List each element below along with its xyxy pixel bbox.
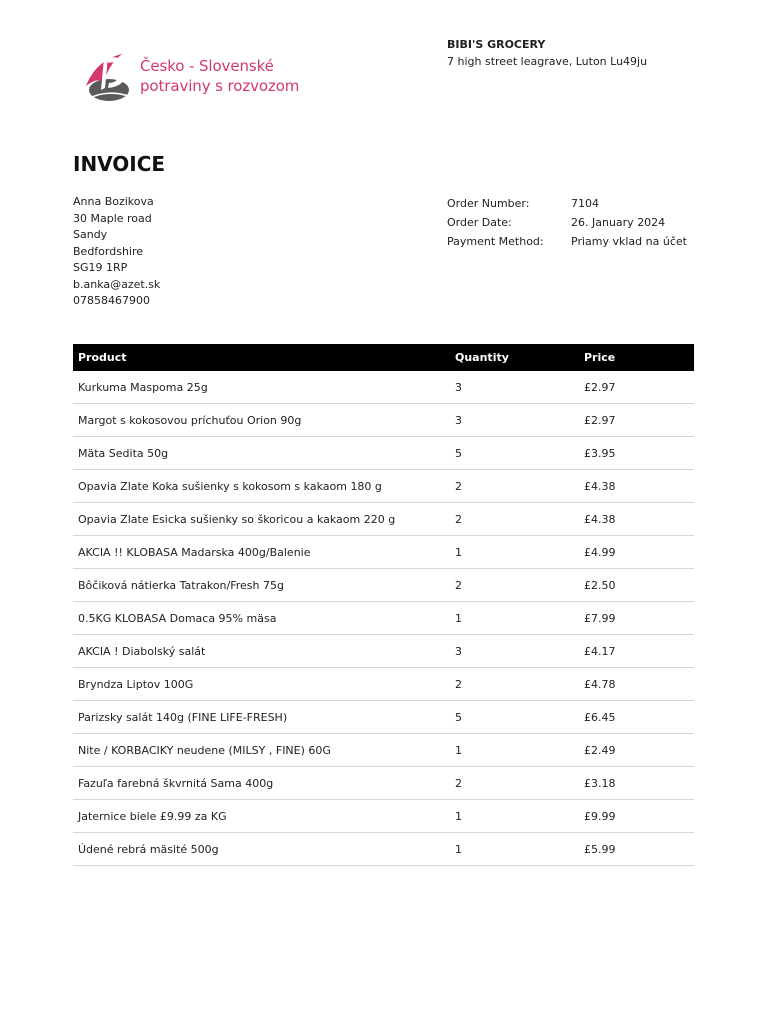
items-table-body	[73, 371, 694, 866]
header-price: Price	[579, 344, 694, 371]
table-header-row	[73, 344, 694, 371]
customer-phone: 07858467900	[73, 294, 150, 307]
store-address: 7 high street leagrave, Luton Lu49ju	[447, 55, 648, 68]
cell-product: Údené rebrá mäsité 500g	[73, 833, 450, 866]
store-name: BIBI'S GROCERY	[447, 38, 546, 51]
cell-price: £7.99	[579, 602, 694, 635]
cell-quantity: 5	[450, 437, 579, 470]
table-row	[73, 437, 694, 470]
cell-quantity: 2	[450, 470, 579, 503]
cell-product: Margot s kokosovou príchuťou Orion 90g	[73, 404, 450, 437]
items-table	[73, 344, 694, 866]
cell-price: £3.18	[579, 767, 694, 800]
cell-price: £4.38	[579, 503, 694, 536]
table-row	[73, 602, 694, 635]
order-number-value: 7104	[571, 197, 599, 210]
brand-line-1: Česko - Slovenské	[140, 57, 274, 75]
cell-product: Parizsky salát 140g (FINE LIFE-FRESH)	[73, 701, 450, 734]
cell-price: £2.97	[579, 404, 694, 437]
table-row	[73, 470, 694, 503]
logo-mark-icon	[82, 48, 132, 104]
payment-method-row	[447, 232, 687, 251]
table-row	[73, 404, 694, 437]
cell-price: £6.45	[579, 701, 694, 734]
cell-price: £4.78	[579, 668, 694, 701]
cell-quantity: 2	[450, 668, 579, 701]
cell-price: £2.49	[579, 734, 694, 767]
cell-quantity: 2	[450, 569, 579, 602]
cell-product: Kurkuma Maspoma 25g	[73, 371, 450, 404]
customer-county: Bedfordshire	[73, 244, 144, 258]
cell-product: Nite / KORBACIKY neudene (MILSY , FINE) 60G	[73, 734, 450, 767]
table-row	[73, 569, 694, 602]
table-row	[73, 536, 694, 569]
customer-postcode: SG19 1RP	[73, 261, 128, 274]
cell-quantity: 2	[450, 503, 579, 536]
header-quantity: Quantity	[450, 344, 579, 371]
header-product: Product	[73, 344, 450, 371]
cell-product: Bryndza Liptov 100G	[73, 668, 450, 701]
cell-price: £4.38	[579, 470, 694, 503]
cell-quantity: 3	[450, 371, 579, 404]
order-date-label: Order Date:	[447, 216, 512, 229]
cell-product: Bôčiková nátierka Tatrakon/Fresh 75g	[73, 569, 450, 602]
table-row	[73, 701, 694, 734]
cell-quantity: 1	[450, 734, 579, 767]
cell-price: £9.99	[579, 800, 694, 833]
brand-wordmark	[140, 56, 299, 96]
cell-price: £4.99	[579, 536, 694, 569]
cell-product: 0.5KG KLOBASA Domaca 95% mäsa	[73, 602, 450, 635]
cell-product: Fazuľa farebná škvrnitá Sama 400g	[73, 767, 450, 800]
cell-product: Opavia Zlate Koka sušienky s kokosom s kakaom 180 g	[73, 470, 450, 503]
table-row	[73, 668, 694, 701]
table-row	[73, 767, 694, 800]
cell-price: £2.97	[579, 371, 694, 404]
cell-quantity: 1	[450, 833, 579, 866]
table-row	[73, 833, 694, 866]
cell-quantity: 5	[450, 701, 579, 734]
customer-name: Anna Bozikova	[73, 195, 154, 208]
cell-price: £5.99	[579, 833, 694, 866]
table-row	[73, 503, 694, 536]
order-number-label: Order Number:	[447, 197, 530, 210]
table-row	[73, 800, 694, 833]
cell-product: Jaternice biele £9.99 za KG	[73, 800, 450, 833]
cell-product: AKCIA !! KLOBASA Madarska 400g/Balenie	[73, 536, 450, 569]
order-number-row	[447, 194, 687, 213]
cell-quantity: 2	[450, 767, 579, 800]
payment-method-value: Priamy vklad na účet	[571, 235, 687, 248]
cell-price: £2.50	[579, 569, 694, 602]
cell-quantity: 1	[450, 602, 579, 635]
cell-product: Opavia Zlate Esicka sušienky so škoricou a kakaom 220 g	[73, 503, 450, 536]
customer-town: Sandy	[73, 228, 108, 241]
cell-quantity: 1	[450, 536, 579, 569]
store-info	[447, 36, 647, 70]
customer-address	[73, 194, 160, 310]
order-date-value: 26. January 2024	[571, 216, 666, 229]
table-row	[73, 371, 694, 404]
invoice-title: INVOICE	[73, 152, 166, 176]
brand-logo	[82, 48, 322, 104]
table-row	[73, 635, 694, 668]
cell-quantity: 1	[450, 800, 579, 833]
cell-product: AKCIA ! Diabolský salát	[73, 635, 450, 668]
customer-email: b.anka@azet.sk	[73, 277, 161, 291]
cell-price: £3.95	[579, 437, 694, 470]
order-date-row	[447, 213, 687, 232]
brand-line-2: potraviny s rozvozom	[140, 77, 300, 95]
cell-quantity: 3	[450, 404, 579, 437]
cell-quantity: 3	[450, 635, 579, 668]
cell-product: Mäta Sedita 50g	[73, 437, 450, 470]
customer-street: 30 Maple road	[73, 211, 152, 225]
cell-price: £4.17	[579, 635, 694, 668]
payment-method-label: Payment Method:	[447, 235, 544, 248]
order-meta	[447, 194, 687, 251]
table-row	[73, 734, 694, 767]
